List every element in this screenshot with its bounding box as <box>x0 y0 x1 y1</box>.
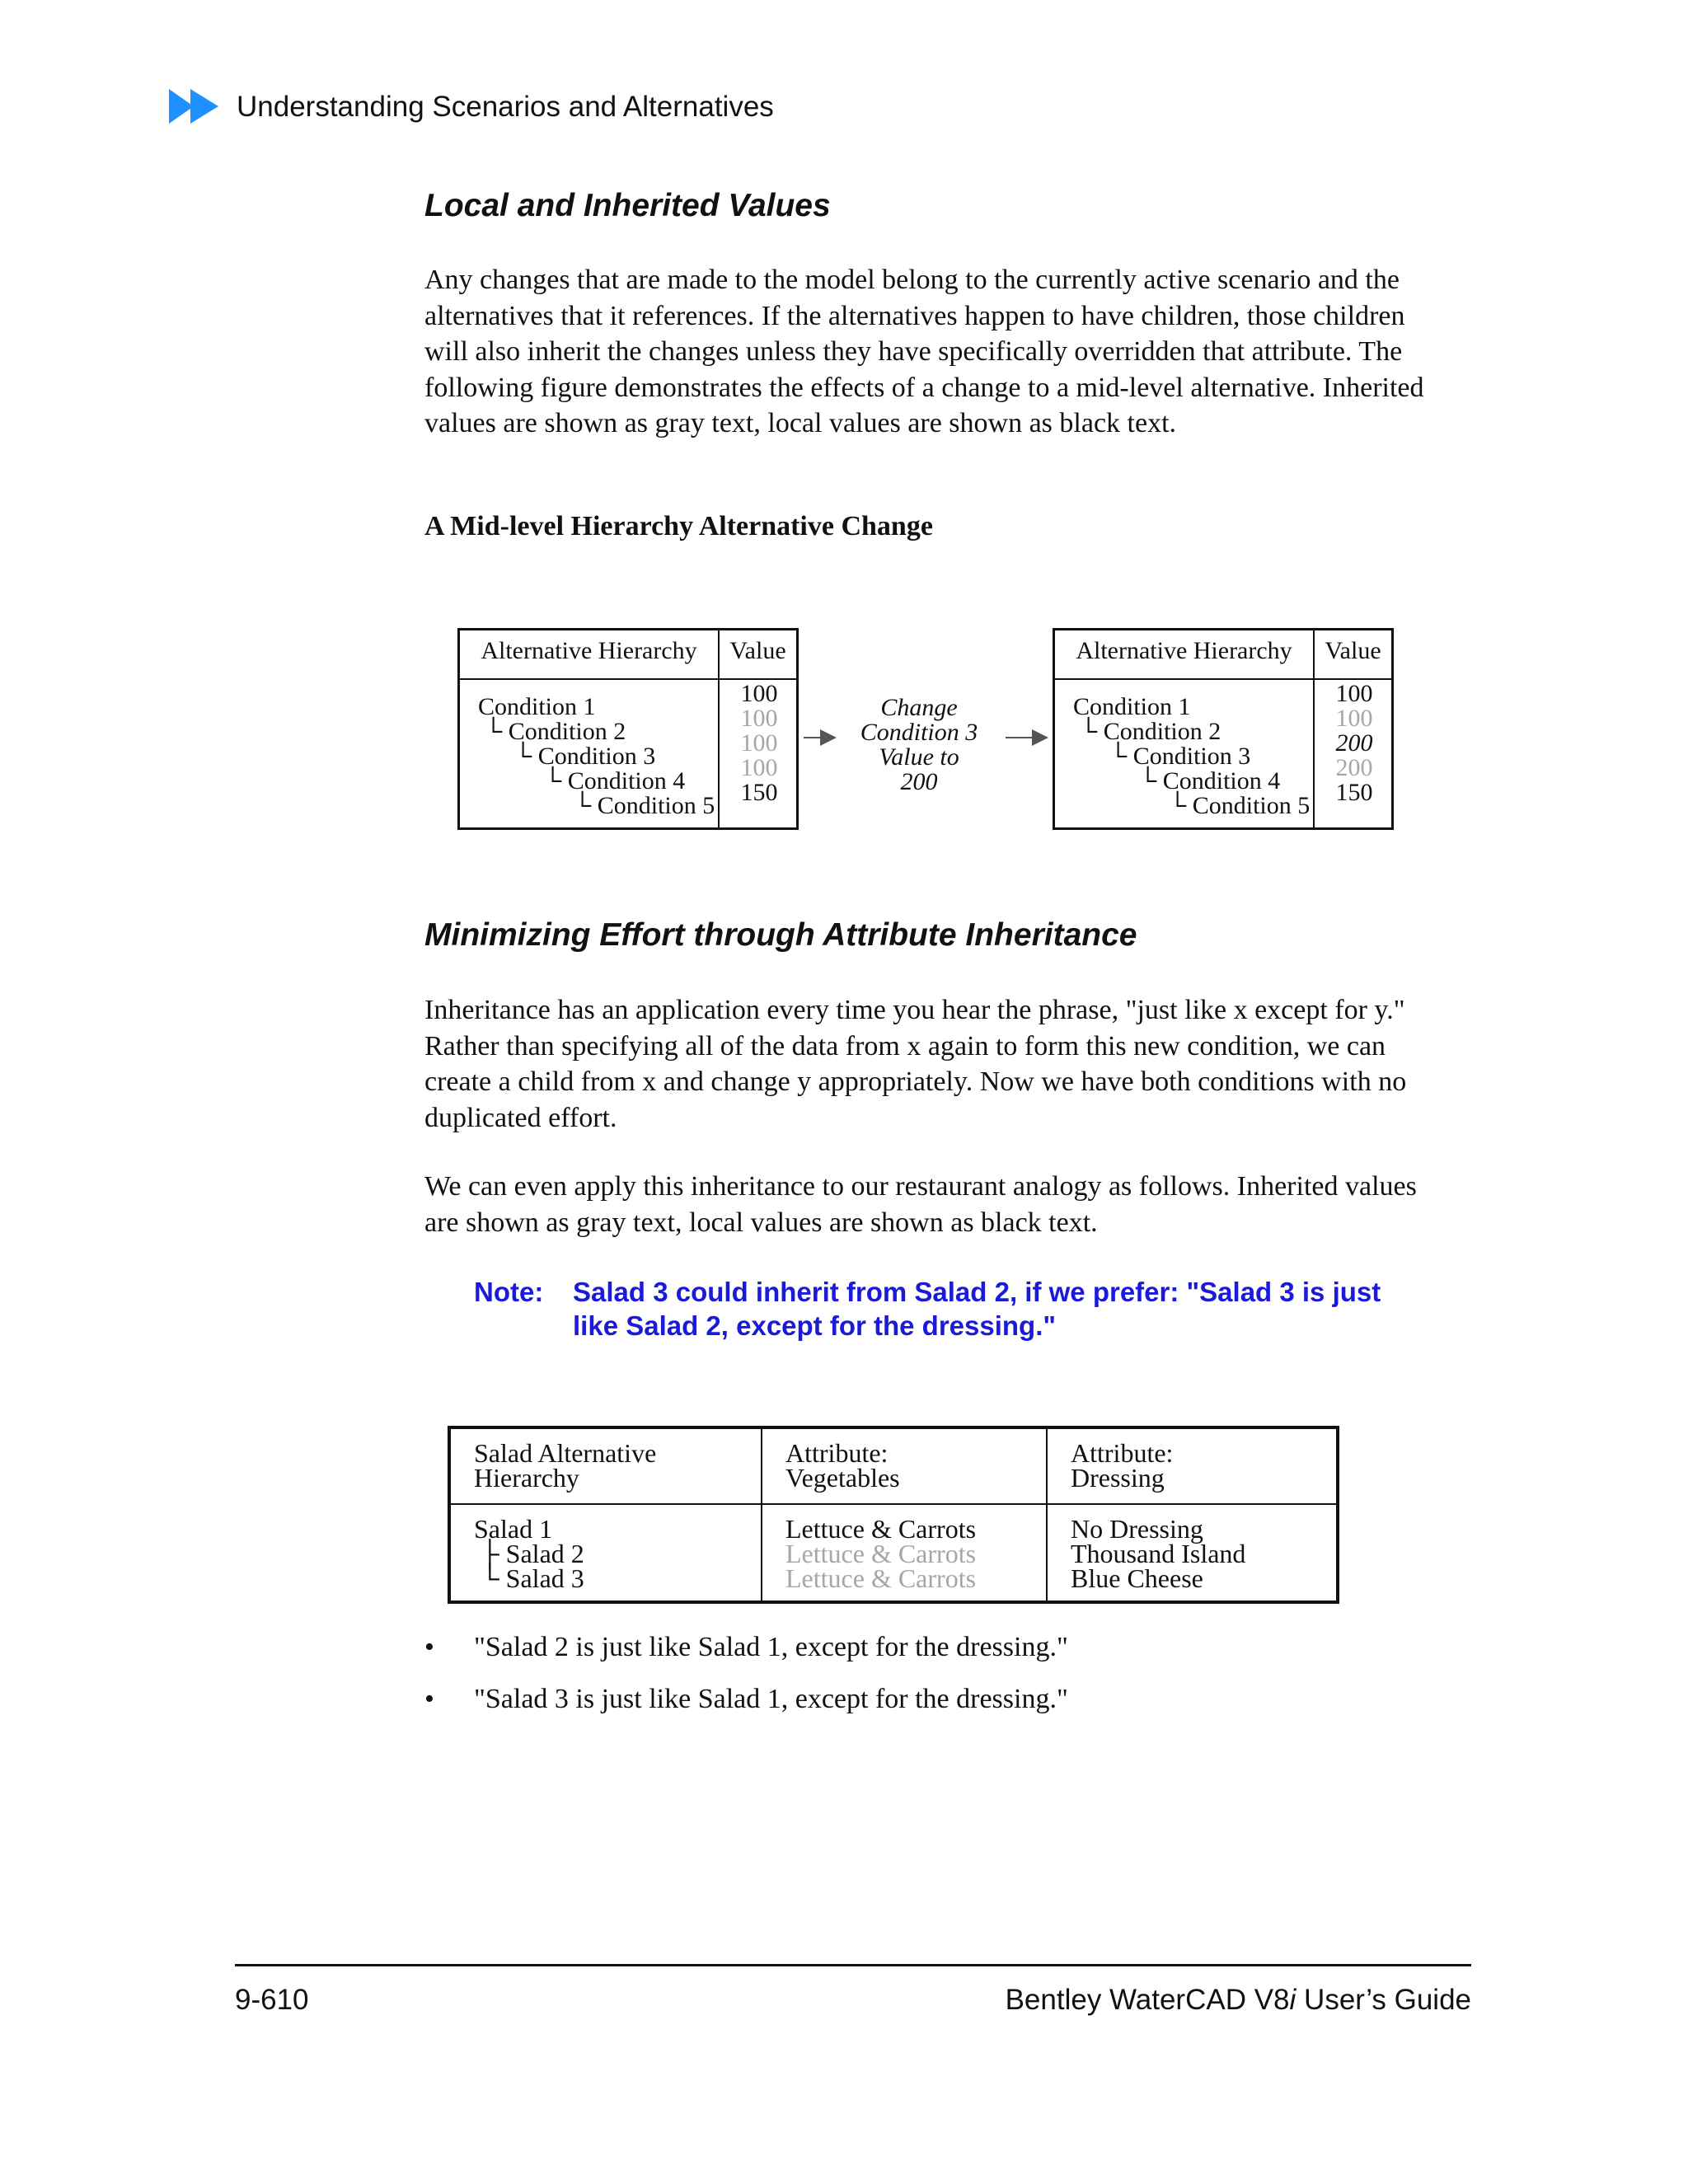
bullet-text: "Salad 2 is just like Salad 1, except for the dressing." <box>474 1632 1068 1662</box>
table-cell-inherited: Lettuce & Carrots <box>785 1539 977 1568</box>
tree-node: └ Condition 4 <box>544 767 686 794</box>
vegetables-column <box>785 1516 976 1591</box>
salad-table <box>448 1426 1339 1604</box>
header-line: Hierarchy <box>474 1463 579 1493</box>
value-local: 100 <box>1335 680 1373 707</box>
value-inherited: 100 <box>1335 705 1373 732</box>
hierarchy-change-figure <box>457 628 1405 834</box>
table-header <box>1071 1438 1174 1493</box>
table-cell: Thousand Island <box>1071 1539 1246 1568</box>
footer-title <box>1006 1984 1471 2017</box>
bullet-symbol: • <box>424 1684 434 1714</box>
table-cell: └ Salad 3 <box>481 1563 584 1593</box>
tree-node: └ Condition 5 <box>574 792 715 819</box>
table-cell: Lettuce & Carrots <box>785 1514 977 1544</box>
col-header-hierarchy: Alternative Hierarchy <box>1076 637 1292 664</box>
section1-paragraph: Any changes that are made to the model belong to the currently active scenario and the alternatives that it references. If the alternatives happen to have children, those children will also inherit the changes unless they have specifically overridden that attribute. The following figure demonstrates the effects of a change to a mid-level alternative. Inherited values are shown as gray text, local values are shown as black text. <box>424 265 1424 438</box>
double-chevron-icon <box>169 89 223 124</box>
section2-paragraph2: We can even apply this inheritance to our restaurant analogy as follows. Inherited values are shown as gray text, local values are shown as black text. <box>424 1171 1417 1238</box>
header-line: Salad Alternative <box>474 1438 657 1468</box>
section-heading-local-inherited: Local and Inherited Values <box>424 188 831 223</box>
col-header-hierarchy: Alternative Hierarchy <box>481 637 697 664</box>
before-table <box>457 628 799 830</box>
figure-caption: A Mid-level Hierarchy Alternative Change <box>424 511 933 541</box>
tree-node: └ Condition 2 <box>485 718 626 745</box>
header-line: Attribute: <box>1071 1438 1174 1468</box>
value-local: 150 <box>740 779 778 806</box>
note-label: Note: <box>474 1277 544 1307</box>
value-inherited: 200 <box>1335 754 1373 781</box>
value-local-changed: 200 <box>1335 729 1373 757</box>
after-table <box>1053 628 1394 830</box>
condition-tree <box>478 695 715 818</box>
condition-tree <box>1073 695 1310 818</box>
bullet-symbol: • <box>424 1632 434 1662</box>
table-cell: No Dressing <box>1071 1514 1203 1544</box>
tree-node: Condition 1 <box>478 693 596 720</box>
table-cell: Blue Cheese <box>1071 1563 1203 1593</box>
page-number: 9-610 <box>235 1984 309 2016</box>
change-line: Value to <box>879 743 959 771</box>
tree-node: └ Condition 3 <box>1109 743 1251 770</box>
col-header-value: Value <box>1325 637 1381 664</box>
note-text: Salad 3 could inherit from Salad 2, if we prefer: "Salad 3 is just like Salad 2, except for the dressing." <box>573 1277 1381 1341</box>
value-inherited: 100 <box>740 754 778 781</box>
change-label <box>837 696 1001 794</box>
header-line: Dressing <box>1071 1463 1165 1493</box>
table-cell-inherited: Lettuce & Carrots <box>785 1563 977 1593</box>
bullet-text: "Salad 3 is just like Salad 1, except for the dressing." <box>474 1684 1068 1714</box>
section2-paragraph1: Inheritance has an application every time you hear the phrase, "just like x except for y." Rather than specifying all of the data from x again to form this new condition, we can create a child from x and change y appropriately. Now we have both conditions with no duplicated effort. <box>424 995 1407 1133</box>
arrow-right-icon <box>804 737 833 738</box>
value-column <box>1317 682 1391 805</box>
header-line: Attribute: <box>785 1438 889 1468</box>
arrow-right-icon <box>1006 737 1045 738</box>
tree-node: └ Condition 3 <box>514 743 656 770</box>
tree-node: └ Condition 5 <box>1169 792 1311 819</box>
table-header <box>474 1438 657 1493</box>
change-line: 200 <box>900 768 938 795</box>
col-header-value: Value <box>729 637 786 664</box>
tree-node: └ Condition 4 <box>1139 767 1281 794</box>
section-heading-minimizing-effort: Minimizing Effort through Attribute Inheritance <box>424 917 1137 953</box>
running-header: Understanding Scenarios and Alternatives <box>237 91 774 123</box>
footer-title-prefix: Bentley WaterCAD V8 <box>1005 1984 1290 2016</box>
value-local: 150 <box>1335 779 1373 806</box>
table-cell: ├ Salad 2 <box>481 1539 584 1568</box>
value-column <box>722 682 796 805</box>
footer-title-italic: i <box>1289 1984 1296 2016</box>
footer-title-suffix: User’s Guide <box>1296 1984 1471 2016</box>
change-line: Condition 3 <box>860 719 978 746</box>
value-local: 100 <box>740 680 778 707</box>
table-header <box>785 1438 900 1493</box>
footer-rule <box>235 1964 1471 1966</box>
tree-node: Condition 1 <box>1073 693 1191 720</box>
note-box <box>474 1275 1405 1349</box>
table-cell: Salad 1 <box>474 1514 553 1544</box>
value-inherited: 100 <box>740 729 778 757</box>
salad-hierarchy <box>474 1516 584 1591</box>
header-line: Vegetables <box>785 1463 900 1493</box>
dressing-column <box>1071 1516 1245 1591</box>
tree-node: └ Condition 2 <box>1080 718 1221 745</box>
value-inherited: 100 <box>740 705 778 732</box>
change-line: Change <box>880 694 958 721</box>
